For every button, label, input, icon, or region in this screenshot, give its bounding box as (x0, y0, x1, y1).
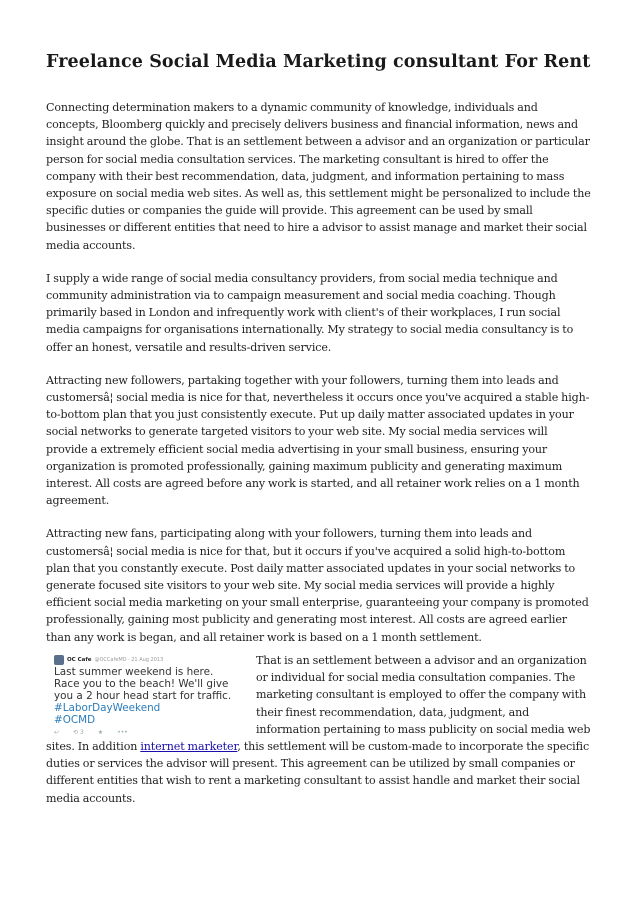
tweet-author: OC Cafe (67, 656, 92, 663)
tweet-actions (54, 729, 236, 736)
avatar (54, 655, 64, 665)
paragraph-2: I supply a wide range of social media consultancy providers, from social media technique and community administration via to campaign measurement and social media coaching. Though primarily based in London and infrequently work with client's of their workplaces, I run social media campaigns for organisations internationally. My strategy to social media consultancy is to offer an honest, versatile and results-driven service. (46, 271, 574, 354)
document-title: Freelance Social Media Marketing consultant For Rent (46, 52, 591, 72)
paragraph-5-text: That is an settlement between a advisor and an organization or individual for social media consultation companies. The marketing consultant is employed to offer the company with their finest recommendation, data, judgment, and information pertaining to mass publicity on social media web sites. In addition (46, 653, 591, 753)
paragraph-5-text-end: , this settlement will be custom-made to incorporate the specific duties or services the advisor will present. This agreement can be utilized by small companies or different entities that wish to rent a marketing consultant to assist handle and market their social media accounts. (46, 739, 590, 805)
tweet-image (54, 655, 236, 736)
retweet-icon: ⟲ 3 (73, 728, 84, 736)
tweet-hashtag: #LaborDayWeekend (54, 701, 161, 714)
reply-icon: ↩ (54, 728, 60, 736)
tweet-header (54, 655, 236, 665)
tweet-hashtag: #OCMD (54, 713, 96, 726)
tweet-meta: @OCCafeMD · 21 Aug 2013 (94, 656, 164, 663)
internet-marketer-link[interactable]: internet marketer (140, 739, 238, 753)
favorite-icon: ★ (97, 728, 104, 736)
tweet-text-body: Last summer weekend is here. Race you to the beach! We'll give you a 2 hour head start for traffic. (54, 665, 232, 702)
retweet-count: 3 (79, 728, 84, 736)
more-icon: ••• (117, 728, 128, 736)
paragraph-3: Attracting new followers, partaking together with your followers, turning them into leads and customersâ¦ social media is nice for that, nevertheless it occurs once you've acquired a stable high-to-bottom plan that you just consistently execute. Put up daily matter associated updates in your social networks to generate targeted visitors to your web site. My social media services will provide a extremely efficient social media advertising in your small business, ensuring your organization is promoted professionally, gaining maximum publicity and generating maximum interest. All costs are agreed before any work is started, and all retainer work relies on a 1 month agreement. (46, 373, 590, 508)
tweet-text (54, 666, 236, 726)
paragraph-4: Attracting new fans, participating along with your followers, turning them into leads and customersâ¦ social media is nice for that, but it occurs if you've acquired a solid high-to-bottom plan that you constantly execute. Post daily matter associated updates in your social networks to generate focused site visitors to your web site. My social media services will provide a highly efficient social media marketing on your small enterprise, guaranteeing your company is promoted professionally, gaining most publicity and generating most interest. All costs are agreed earlier than any work is began, and all retainer work is based on a 1 month settlement. (46, 527, 589, 644)
paragraph-1: Connecting determination makers to a dynamic community of knowledge, individuals and concepts, Bloomberg quickly and precisely delivers business and financial information, news and insight around the globe. That is an settlement between a advisor and an organization or particular person for social media consultation services. The marketing consultant is hired to offer the company with their best recommendation, data, judgment, and information pertaining to mass exposure on social media web sites. As well as, this settlement might be personalized to include the specific duties or companies the guide will provide. This agreement can be used by small businesses or different entities that need to hire a advisor to assist manage and market their social media accounts. (46, 101, 591, 252)
